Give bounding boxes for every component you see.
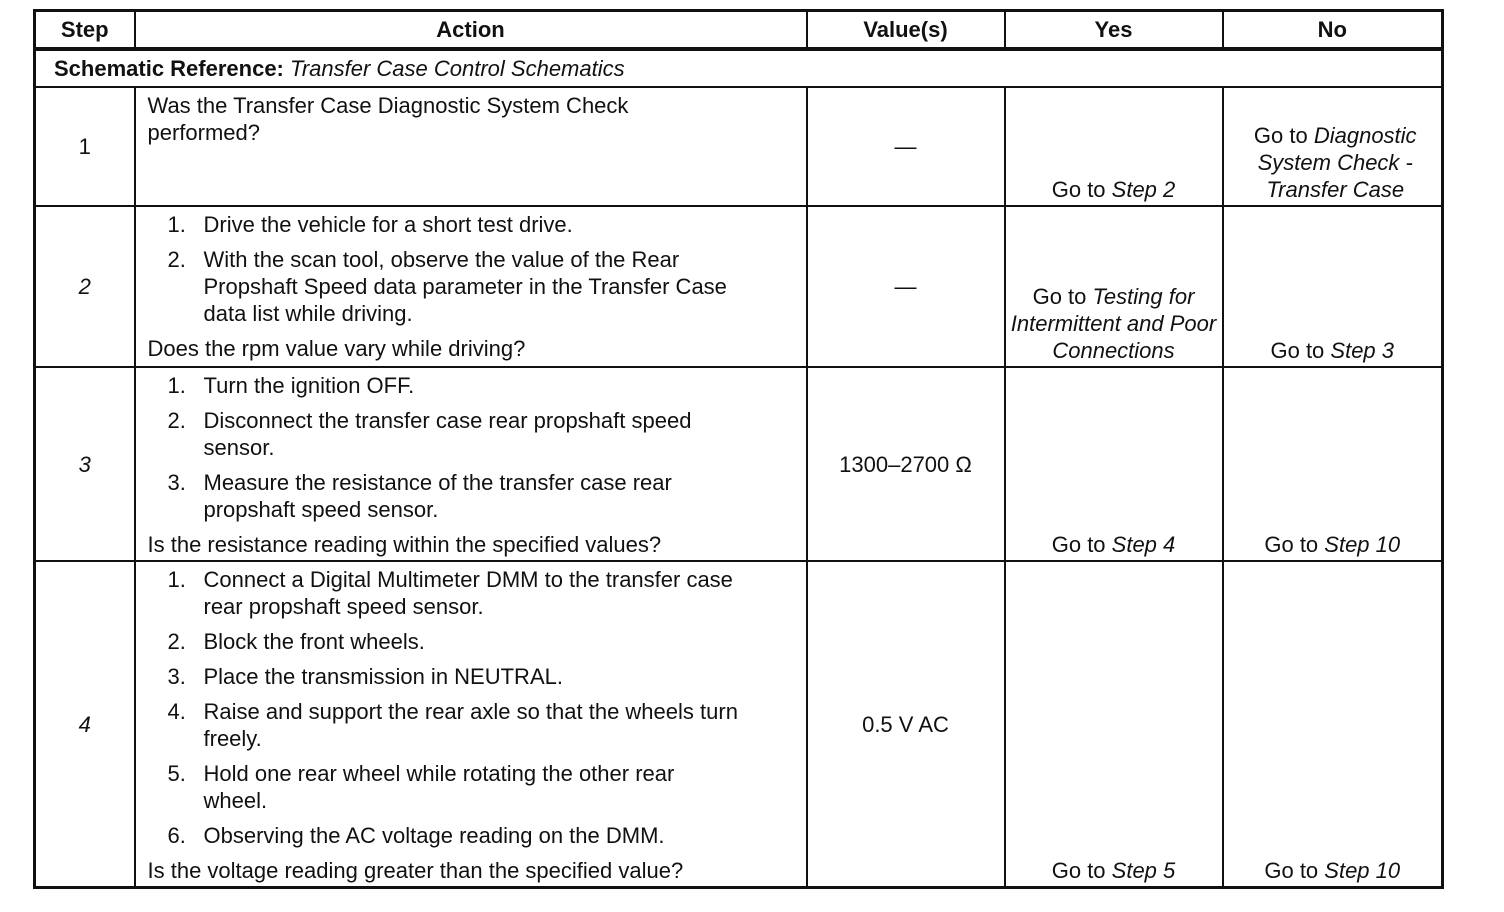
diagnostic-table [33,9,1444,889]
header-action: Action [135,11,807,50]
no-cell [1223,367,1443,561]
step-text: Turn the ignition OFF. [203,373,415,398]
yes-goto [1052,858,1176,883]
table-row-step-3 [35,367,1443,561]
step-text: Place the transmission in NEUTRAL. [203,664,563,689]
schematic-link: Transfer Case Control Schematics [290,56,625,81]
no-goto [1270,338,1394,363]
goto-target: Step 4 [1111,532,1176,557]
action-step [148,663,796,690]
action-step [148,822,796,849]
header-values: Value(s) [807,11,1005,50]
no-goto [1254,123,1417,202]
goto-prefix: Go to [1264,858,1325,883]
action-cell [135,561,807,888]
goto-prefix: Go to [1270,338,1331,363]
action-steps [148,372,796,523]
step-index: 4. [167,699,186,724]
table-row-step-4 [35,561,1443,888]
action-steps [148,211,796,327]
action-text: Was the Transfer Case Diagnostic System Check performed? [147,93,629,145]
no-cell [1223,561,1443,888]
yes-goto [1052,177,1176,202]
step-index: 2. [167,247,186,272]
yes-cell [1005,367,1223,561]
action-step [148,246,734,327]
step-text: Connect a Digital Multimeter DMM to the transfer case rear propshaft speed sensor. [203,567,733,619]
step-index: 5. [167,761,186,786]
value-cell: — [807,87,1005,206]
step-text: Raise and support the rear axle so that the wheels turn freely. [203,699,738,751]
action-step [148,211,796,238]
goto-prefix: Go to [1051,858,1112,883]
goto-target: Testing for Intermittent and Poor Connections [1010,284,1217,363]
goto-prefix: Go to [1264,532,1325,557]
step-index: 2. [167,629,186,654]
action-step [148,628,796,655]
step-text: Hold one rear wheel while rotating the other rear wheel. [203,761,675,813]
step-number: 2 [35,206,135,367]
schematic-label: Schematic Reference: [54,56,284,81]
no-cell [1223,206,1443,367]
goto-prefix: Go to [1253,123,1314,148]
action-step [148,698,774,752]
step-number: 4 [35,561,135,888]
schematic-reference-row [35,49,1443,87]
header-no: No [1223,11,1443,50]
goto-prefix: Go to [1032,284,1093,309]
action-steps [148,566,796,849]
goto-prefix: Go to [1051,532,1112,557]
header-step: Step [35,11,135,50]
goto-target: Step 3 [1330,338,1395,363]
step-text: Drive the vehicle for a short test drive. [203,212,573,237]
header-yes: Yes [1005,11,1223,50]
value-cell: 1300–2700 Ω [807,367,1005,561]
yes-cell [1005,206,1223,367]
goto-target: Step 10 [1324,532,1401,557]
action-cell [135,87,807,206]
no-goto [1264,858,1400,883]
action-step [148,372,796,399]
step-index: 1. [167,212,186,237]
action-question: Is the voltage reading greater than the specified value? [147,858,684,883]
goto-target: Step 5 [1111,858,1176,883]
schematic-reference [35,49,1443,87]
yes-goto [1011,284,1216,363]
goto-target: Diagnostic System Check - Transfer Case [1257,123,1417,202]
step-text: Disconnect the transfer case rear propshaft speed sensor. [203,408,692,460]
table-row-step-2 [35,206,1443,367]
goto-target: Step 2 [1111,177,1176,202]
action-cell [135,206,807,367]
action-step [148,469,734,523]
step-text: Observing the AC voltage reading on the DMM. [203,823,665,848]
step-text: With the scan tool, observe the value of the Rear Propshaft Speed data parameter in the Transfer Case data list while driving. [203,247,727,326]
action-question: Does the rpm value vary while driving? [147,336,526,361]
step-number: 3 [35,367,135,561]
step-index: 1. [167,373,186,398]
action-cell [135,367,807,561]
action-question: Is the resistance reading within the specified values? [147,532,662,557]
header-row [35,11,1443,50]
goto-prefix: Go to [1051,177,1112,202]
step-index: 3. [167,664,186,689]
no-cell [1223,87,1443,206]
step-text: Measure the resistance of the transfer case rear propshaft speed sensor. [203,470,672,522]
goto-target: Step 10 [1324,858,1401,883]
yes-goto [1052,532,1176,557]
action-step [148,760,704,814]
table-row-step-1 [35,87,1443,206]
step-text: Block the front wheels. [203,629,425,654]
step-index: 2. [167,408,186,433]
value-cell: 0.5 V AC [807,561,1005,888]
action-step [148,566,734,620]
no-goto [1264,532,1400,557]
step-number: 1 [35,87,135,206]
step-index: 3. [167,470,186,495]
step-index: 6. [167,823,186,848]
value-cell: — [807,206,1005,367]
step-index: 1. [167,567,186,592]
action-step [148,407,734,461]
yes-cell [1005,561,1223,888]
yes-cell [1005,87,1223,206]
